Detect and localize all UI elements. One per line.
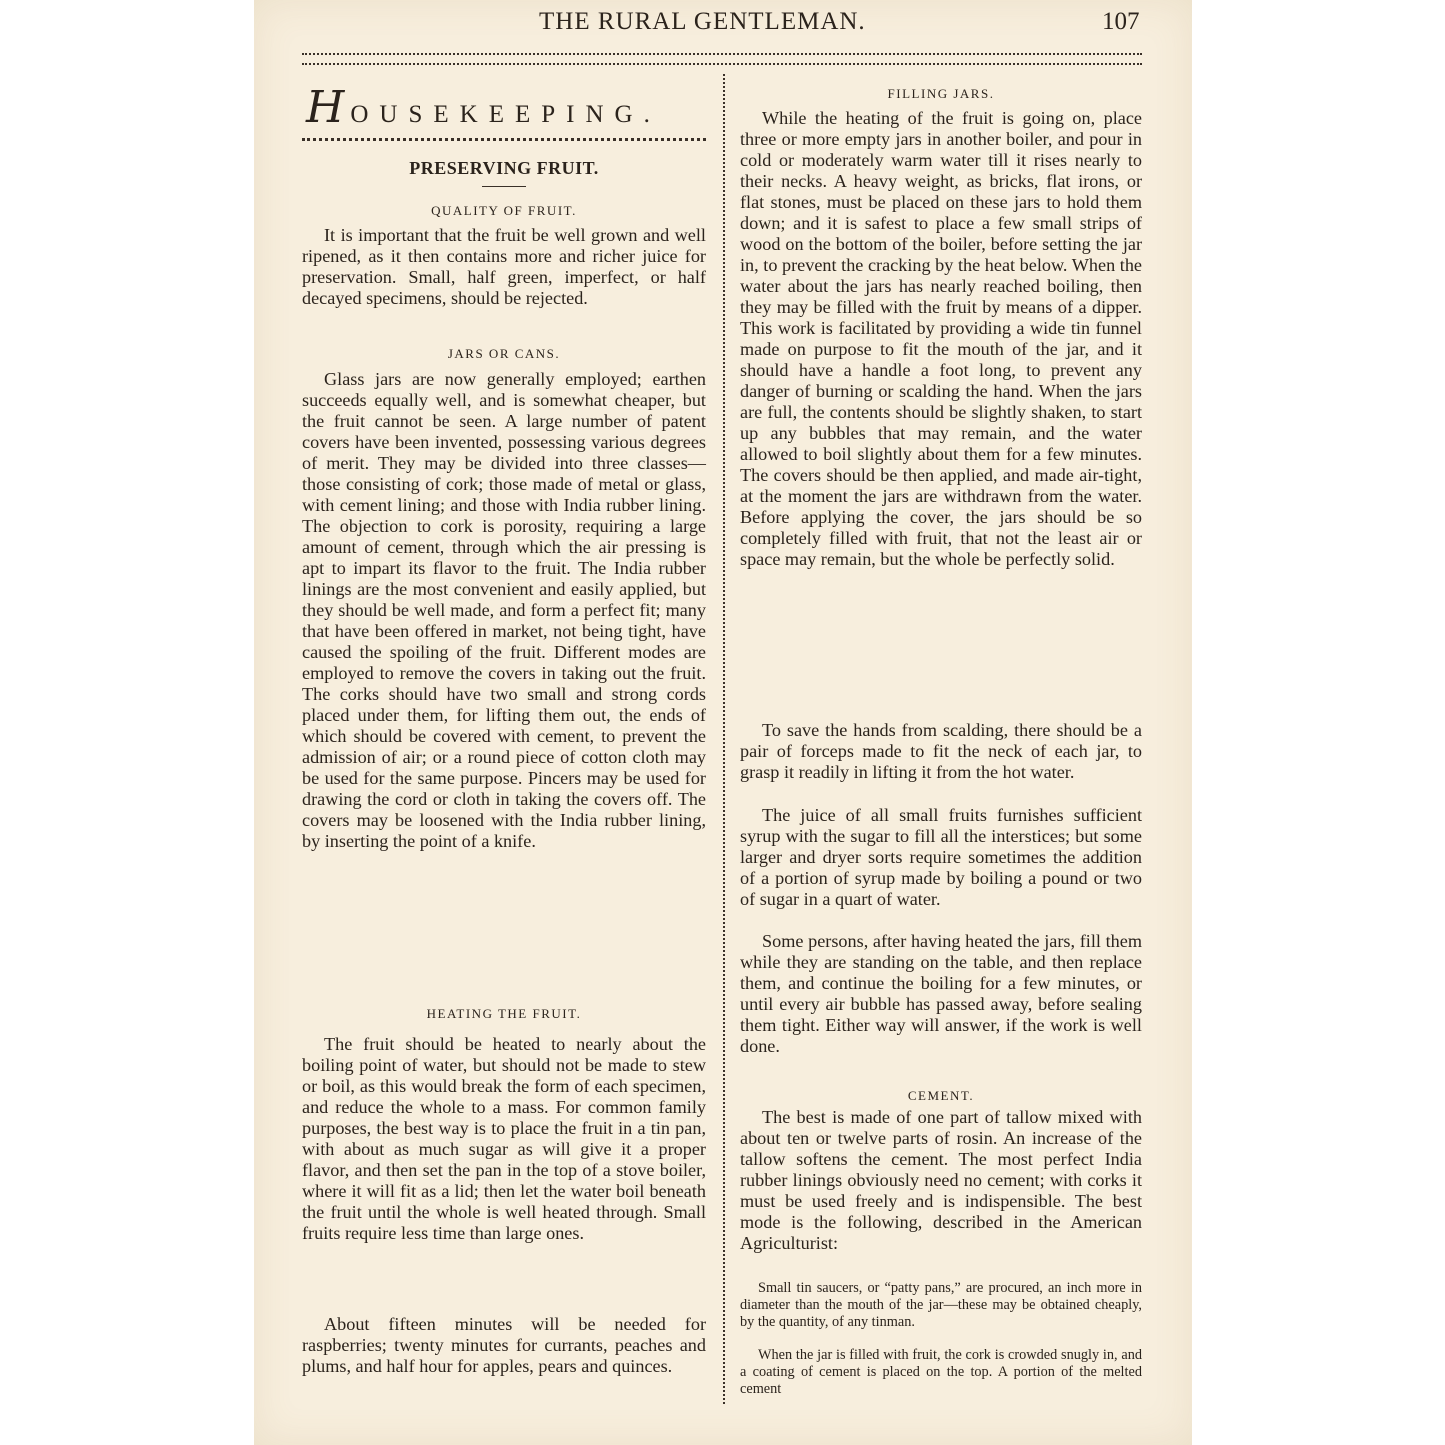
quoted-cement-1: Small tin saucers, or “patty pans,” are procured, an inch more in diameter than the mouth of the jar—these may be obtained cheaply, by the quantity, of any tinman. [740, 1280, 1142, 1330]
department-title [306, 82, 661, 133]
article-title: PRESERVING FRUIT. [409, 158, 599, 178]
column-divider [723, 74, 725, 1404]
paragraph-filling-1: While the heating of the fruit is going on, place three or more empty jars in another boiler, and pour in cold or moderately warm water till it rises nearly to their necks. A heavy weight, as bricks, flat irons, or flat stones, must be placed on these jars to hold them down; and it is safest to place a few small strips of wood on the bottom of the boiler, before setting the jar in, to prevent the cracking by the heat below. When the water about the jars has nearly reached boiling, then they may be filled with the fruit by means of a dipper. This work is facilitated by providing a wide tin funnel made on purpose to fit the mouth of the jar, and it should have a handle a foot long, to prevent any danger of burning or scalding the hand. When the jars are full, the contents should be slightly shaken, to start up any bubbles that may remain, and the water allowed to boil slightly about them for a few minutes. The covers should be then applied, and made air-tight, at the moment the jars are withdrawn from the water. Before applying the cover, the jars should be so completely filled with fruit, that not the least air or space may remain, but the whole be perfectly solid. [740, 108, 1142, 569]
department-initial: H [306, 82, 351, 133]
page-number: 107 [1102, 8, 1140, 35]
paragraph-filling-3: The juice of all small fruits furnishes sufficient syrup with the sugar to fill all the interstices; but some larger and dryer sorts require sometimes the addition of a portion of syrup made by boiling a pound or two of sugar in a quart of water. [740, 805, 1142, 909]
paragraph-heating-2: About fifteen minutes will be needed for raspberries; twenty minutes for currants, peaches and plums, and half hour for apples, pears and quinces. [302, 1314, 706, 1376]
paragraph-quality: It is important that the fruit be well grown and well ripened, as it then contains more and richer juice for preservation. Small, half green, imperfect, or half decayed specimens, should be rejected. [302, 225, 706, 308]
subhead-filling: FILLING JARS. [887, 86, 995, 101]
running-title: THE RURAL GENTLEMAN. [539, 8, 866, 35]
department-rest: OUSEKEEPING. [350, 101, 661, 128]
subhead-cement: CEMENT. [907, 1088, 975, 1103]
header-rule [302, 53, 1142, 65]
running-head [254, 6, 1192, 36]
title-rule [482, 186, 526, 187]
paragraph-filling-4: Some persons, after having heated the jars, fill them while they are standing on the table, and then replace them, and continue the boiling for a few minutes, or until every air bubble has passed away, before sealing them tight. Either way will answer, if the work is well done. [740, 931, 1142, 1056]
subhead-quality: QUALITY OF FRUIT. [431, 203, 577, 218]
subhead-jars: JARS OR CANS. [447, 346, 561, 361]
quoted-cement-2: When the jar is filled with fruit, the cork is crowded snugly in, and a coating of cement is placed on the top. A portion of the melted cement [740, 1347, 1142, 1397]
subhead-heating: HEATING THE FRUIT. [426, 1006, 582, 1021]
magazine-page [254, 0, 1192, 1445]
paragraph-cement: The best is made of one part of tallow mixed with about ten or twelve parts of rosin. An increase of the tallow softens the cement. The most perfect India rubber linings obviously need no cement; with corks it must be used freely and is indispensible. The best mode is the following, described in the American Agriculturist: [740, 1107, 1142, 1253]
paragraph-heating-1: The fruit should be heated to nearly about the boiling point of water, but should not be made to stew or boil, as this would break the form of each specimen, and reduce the whole to a mass. For common family purposes, the best way is to place the fruit in a tin pan, with about as much sugar as will give it a proper flavor, and then set the pan in the top of a stove boiler, where it will fit as a lid; then let the water boil beneath the fruit until the whole is well heated through. Small fruits require less time than large ones. [302, 1034, 706, 1243]
paragraph-jars: Glass jars are now generally employed; earthen succeeds equally well, and is somewhat cheaper, but the fruit cannot be seen. A large number of patent covers have been invented, possessing various degrees of merit. They may be divided into three classes—those consisting of cork; those made of metal or glass, with cement lining; and those with India rubber lining. The objection to cork is porosity, requiring a large amount of cement, through which the air pressing is apt to impart its flavor to the fruit. The India rubber linings are the most convenient and easily applied, but they should be well made, and form a perfect fit; many that have been offered in market, not being tight, have caused the spoiling of the fruit. Different modes are employed to remove the covers in taking out the fruit. The corks should have two small and strong cords placed under them, for lifting them out, the ends of which should be covered with cement, to prevent the admission of air; or a round piece of cotton cloth may be used for the same purpose. Pincers may be used for drawing the cord or cloth in taking the covers off. The covers may be loosened with the India rubber lining, by inserting the point of a knife. [302, 369, 706, 851]
paragraph-filling-2: To save the hands from scalding, there should be a pair of forceps made to fit the neck of each jar, to grasp it readily in lifting it from the hot water. [740, 720, 1142, 782]
department-rule [302, 138, 706, 141]
